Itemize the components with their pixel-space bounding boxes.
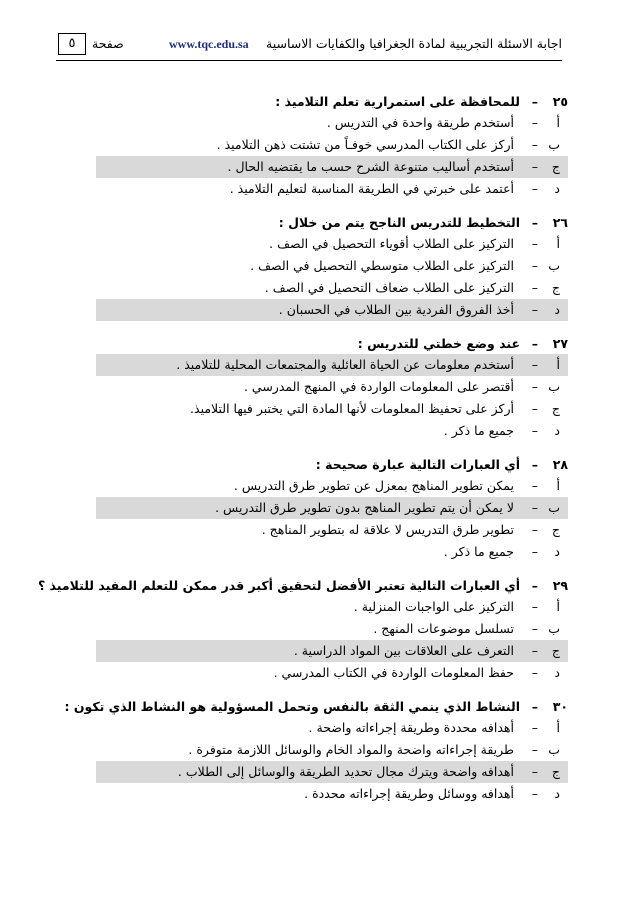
option-dash: – (531, 599, 538, 614)
option-letter: ب (548, 258, 560, 273)
option (96, 376, 568, 398)
option-correct-highlighted (96, 299, 568, 321)
option-text: التركيز على الواجبات المنزلية . (353, 599, 514, 614)
option (96, 739, 568, 761)
option-letter: ب (548, 137, 560, 152)
question-stem (64, 697, 568, 717)
question-dash: – (531, 699, 538, 714)
option-dash: – (531, 401, 538, 416)
option-text: أعتمد على خبرتي في الطريقة المناسبة لتعليم التلاميذ . (229, 181, 514, 196)
option (96, 398, 568, 420)
option-text: أقتصر على المعلومات الواردة في المنهج المدرسي . (243, 379, 514, 394)
question-dash: – (531, 336, 538, 351)
question-block (96, 92, 568, 200)
option-dash: – (531, 357, 538, 372)
option-text: حفظ المعلومات الواردة في الكتاب المدرسي . (273, 665, 514, 680)
option-dash: – (531, 181, 538, 196)
option (96, 420, 568, 442)
question-stem (37, 576, 568, 596)
option-dash: – (531, 280, 538, 295)
option-letter: د (554, 544, 560, 559)
question-number: ٢٨ (552, 457, 568, 472)
option-dash: – (531, 764, 538, 779)
question-text: عند وضع خطتي للتدريس : (357, 336, 520, 351)
option-letter: أ (556, 357, 560, 372)
option-letter: د (554, 786, 560, 801)
page-header (56, 30, 562, 61)
option-text: يمكن تطوير المناهج بمعزل عن تطوير طرق التدريس . (233, 478, 514, 493)
option-dash: – (531, 665, 538, 680)
option-letter: ب (548, 621, 560, 636)
option (96, 112, 568, 134)
option-letter: ج (551, 643, 560, 658)
option-text: تسلسل موضوعات المنهج . (373, 621, 514, 636)
option-letter: د (554, 665, 560, 680)
option-letter: د (554, 302, 560, 317)
option-text: التركيز على الطلاب أقوياء التحصيل في الصف . (269, 236, 514, 251)
question-block (96, 334, 568, 442)
option (96, 783, 568, 805)
question-number: ٢٩ (552, 578, 568, 593)
question-block (96, 455, 568, 563)
option-letter: ج (551, 764, 560, 779)
question-stem (96, 334, 568, 354)
option-dash: – (531, 621, 538, 636)
option-text: أستخدم أساليب متنوعة الشرح حسب ما يقتضيه الحال . (227, 159, 514, 174)
option-letter: أ (556, 236, 560, 251)
option-text: أهدافه محددة وطريقة إجراءاته واضحة . (308, 720, 514, 735)
option (96, 618, 568, 640)
option (96, 255, 568, 277)
question-block (64, 697, 568, 805)
option (96, 233, 568, 255)
option-text: التركيز على الطلاب ضعاف التحصيل في الصف . (264, 280, 514, 295)
page-label: صفحة (92, 36, 124, 51)
question-block (96, 213, 568, 321)
option-dash: – (531, 478, 538, 493)
option-dash: – (531, 544, 538, 559)
option-dash: – (531, 236, 538, 251)
option-letter: ج (551, 522, 560, 537)
option-letter: أ (556, 720, 560, 735)
option-text: جميع ما ذكر . (443, 423, 514, 438)
option (96, 277, 568, 299)
option-dash: – (531, 379, 538, 394)
option-correct-highlighted (96, 354, 568, 376)
option-dash: – (531, 786, 538, 801)
option-dash: – (531, 302, 538, 317)
option-correct-highlighted (96, 156, 568, 178)
option-dash: – (531, 500, 538, 515)
option-text: جميع ما ذكر . (443, 544, 514, 559)
option (96, 596, 568, 618)
option-letter: أ (556, 599, 560, 614)
option-text: أهدافه واضحة ويترك مجال تحديد الطريقة والوسائل إلى الطلاب . (177, 764, 514, 779)
option-letter: أ (556, 478, 560, 493)
question-dash: – (531, 215, 538, 230)
question-text: أي العبارات التالية عبارة صحيحة : (315, 457, 520, 472)
option-dash: – (531, 258, 538, 273)
question-stem (96, 92, 568, 112)
option-letter: ج (551, 280, 560, 295)
option-letter: ب (548, 379, 560, 394)
page-number-box (58, 33, 86, 55)
question-text: للمحافظة على استمرارية تعلم التلاميذ : (275, 94, 520, 109)
option (96, 134, 568, 156)
option-text: التعرف على العلاقات بين المواد الدراسية . (293, 643, 514, 658)
question-number: ٢٥ (552, 94, 568, 109)
question-block (37, 576, 568, 684)
option-letter: د (554, 423, 560, 438)
question-dash: – (531, 578, 538, 593)
option (96, 475, 568, 497)
option-dash: – (531, 522, 538, 537)
question-stem (96, 213, 568, 233)
header-url[interactable]: www.tqc.edu.sa (169, 37, 249, 51)
page-number: ٥ (68, 36, 76, 51)
option-dash: – (531, 423, 538, 438)
question-text: أي العبارات التالية تعتبر الأفضل لتحقيق أكبر قدر ممكن للتعلم المفيد للتلاميذ ؟ (37, 578, 520, 593)
option-letter: ج (551, 401, 560, 416)
option-dash: – (531, 115, 538, 130)
question-text: التخطيط للتدريس الناجح يتم من خلال : (278, 215, 520, 230)
question-number: ٢٦ (552, 215, 568, 230)
question-stem (96, 455, 568, 475)
option-text: طريقة إجراءاته واضحة والمواد الخام والوسائل اللازمة متوفرة . (188, 742, 514, 757)
option-letter: ب (548, 742, 560, 757)
option-text: أركز على الكتاب المدرسي خوفـاً من تشتت ذهن التلاميذ . (216, 137, 514, 152)
option-text: التركيز على الطلاب متوسطي التحصيل في الصف . (250, 258, 514, 273)
option (96, 178, 568, 200)
questions-list (37, 92, 568, 818)
option-text: أستخدم معلومات عن الحياة العائلية والمجتمعات المحلية للتلاميذ . (176, 357, 514, 372)
question-text: النشاط الذي ينمي الثقة بالنفس وتحمل المسؤولية هو النشاط الذي تكون : (64, 699, 520, 714)
option-letter: أ (556, 115, 560, 130)
option-text: لا يمكن أن يتم تطوير المناهج بدون تطوير طرق التدريس . (215, 500, 514, 515)
option (96, 662, 568, 684)
option-dash: – (531, 742, 538, 757)
question-number: ٢٧ (552, 336, 568, 351)
option-text: أستخدم طريقة واحدة في التدريس . (326, 115, 514, 130)
option (96, 717, 568, 739)
option-correct-highlighted (96, 640, 568, 662)
option-text: أركز على تحفيظ المعلومات لأنها المادة التي يختبر فيها التلاميذ. (190, 401, 514, 416)
option-text: تطوير طرق التدريس لا علاقة له بتطوير المناهج . (261, 522, 514, 537)
option-dash: – (531, 643, 538, 658)
option-correct-highlighted (96, 761, 568, 783)
question-dash: – (531, 457, 538, 472)
option-text: أهدافه ووسائل وطريقة إجراءاته محددة . (304, 786, 514, 801)
option-dash: – (531, 137, 538, 152)
option-dash: – (531, 720, 538, 735)
option-letter: د (554, 181, 560, 196)
option-correct-highlighted (96, 497, 568, 519)
header-title: اجابة الاسئلة التجريبية لمادة الجغرافيا والكفايات الاساسية (266, 36, 562, 51)
option-letter: ج (551, 159, 560, 174)
question-number: ٣٠ (552, 699, 568, 714)
question-dash: – (531, 94, 538, 109)
option (96, 541, 568, 563)
option-letter: ب (548, 500, 560, 515)
option (96, 519, 568, 541)
option-dash: – (531, 159, 538, 174)
option-text: أخذ الفروق الفردية بين الطلاب في الحسبان . (278, 302, 514, 317)
